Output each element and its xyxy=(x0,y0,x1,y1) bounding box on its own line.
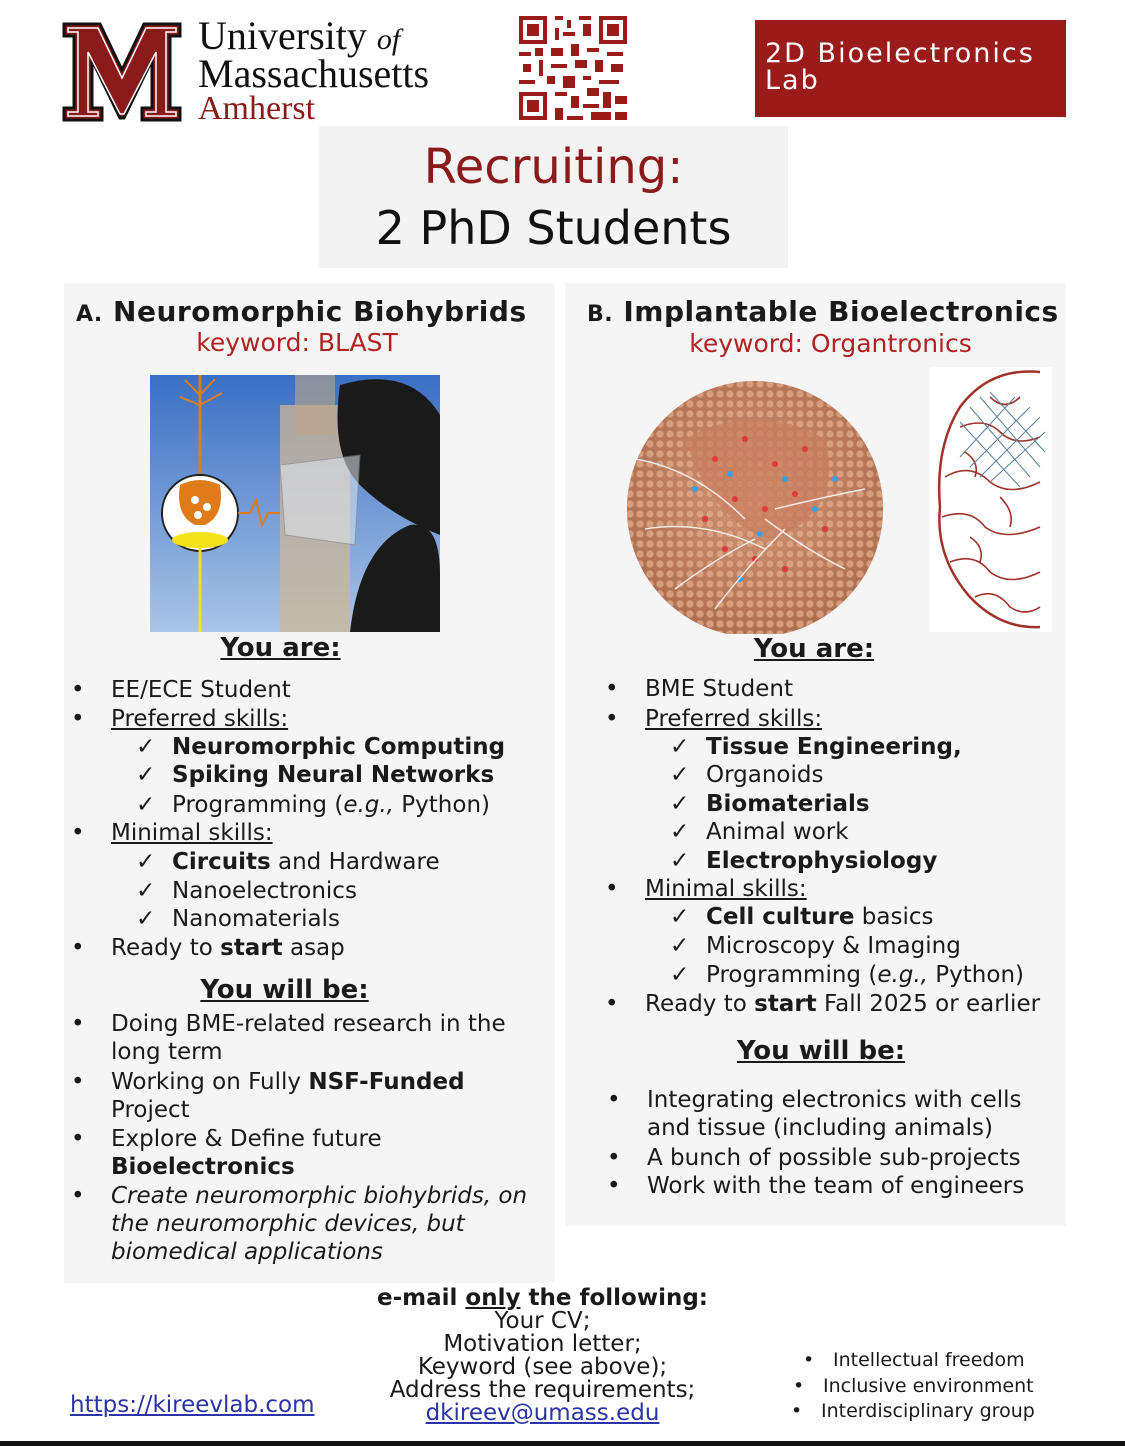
preferred-skills-label-b: • Preferred skills: xyxy=(645,705,822,733)
perk-item: • Interdisciplinary group xyxy=(821,1400,1035,1422)
neuron-device-illustration xyxy=(150,375,440,632)
application-instructions xyxy=(340,1287,745,1425)
brain-illustration xyxy=(930,367,1052,632)
skill-item: ✓ Neuromorphic Computing xyxy=(172,733,505,761)
skill-item: ✓ Biomaterials xyxy=(706,790,870,818)
skill-item: ✓ Nanomaterials xyxy=(172,905,340,933)
organoid-illustration xyxy=(615,369,890,634)
bottom-border xyxy=(0,1441,1125,1446)
skill-item: ✓ Circuits and Hardware xyxy=(172,848,440,876)
you-will-be-heading-b: You will be: xyxy=(736,1036,906,1066)
skill-item: ✓ Programming (e.g., Python) xyxy=(706,961,1024,989)
email-link[interactable]: dkireev@umass.edu xyxy=(425,1400,660,1426)
skill-item: ✓ Nanoelectronics xyxy=(172,877,357,905)
list-item: • Work with the team of engineers xyxy=(647,1172,1057,1200)
you-are-heading-a: You are: xyxy=(220,633,341,663)
recruiting-title: Recruiting: xyxy=(423,139,684,195)
keyword-organtronics: keyword: Organtronics xyxy=(689,329,972,358)
umass-m-logo xyxy=(62,22,182,122)
list-item: • BME Student xyxy=(645,675,793,703)
requirement-item: Address the requirements; xyxy=(389,1377,696,1403)
list-item: • Working on Fully NSF-Funded Project xyxy=(111,1068,511,1124)
lab-name: 2D Bioelectronics Lab xyxy=(765,38,1035,96)
minimal-skills-label-a: • Minimal skills: xyxy=(111,819,273,847)
you-are-heading-b: You are: xyxy=(753,634,875,664)
minimal-skills-label-b: • Minimal skills: xyxy=(645,875,807,903)
column-b-title: B. Implantable Bioelectronics xyxy=(587,295,1059,328)
perk-item: • Intellectual freedom xyxy=(833,1349,1025,1371)
skill-item: ✓ Organoids xyxy=(706,761,823,789)
column-implantable xyxy=(565,283,1066,1226)
website-link[interactable]: https://kireevlab.com xyxy=(70,1392,315,1418)
requirement-item: Keyword (see above); xyxy=(417,1354,668,1380)
preferred-skills-label-a: • Preferred skills: xyxy=(111,705,288,733)
skill-item: ✓ Microscopy & Imaging xyxy=(706,932,961,960)
column-a-title: A. Neuromorphic Biohybrids xyxy=(76,295,527,328)
skill-item: ✓ Animal work xyxy=(706,818,849,846)
lab-name-box xyxy=(755,20,1066,117)
keyword-blast: keyword: BLAST xyxy=(196,328,398,357)
list-item: • Ready to start asap xyxy=(111,934,345,962)
list-item: • EE/ECE Student xyxy=(111,676,291,704)
list-item: • A bunch of possible sub-projects xyxy=(647,1144,1057,1172)
recruiting-subtitle: 2 PhD Students xyxy=(375,201,732,255)
skill-item: ✓ Programming (e.g., Python) xyxy=(172,791,490,819)
perk-item: • Inclusive environment xyxy=(823,1375,1034,1397)
list-item: • Ready to start Fall 2025 or earlier xyxy=(645,990,1040,1018)
requirement-item: Your CV; xyxy=(494,1308,591,1334)
list-item: • Explore & Define future Bioelectronics xyxy=(111,1125,431,1181)
university-name: University of Massachusetts Amherst xyxy=(198,13,430,127)
you-will-be-heading-a: You will be: xyxy=(200,975,369,1005)
skill-item: ✓ Electrophysiology xyxy=(706,847,937,875)
list-item: • Integrating electronics with cells and tissue (including animals) xyxy=(647,1086,1057,1142)
skill-item: ✓ Cell culture basics xyxy=(706,903,933,931)
list-item: • Create neuromorphic biohybrids, on the neuromorphic devices, but biomedical applications xyxy=(111,1182,531,1266)
skill-item: ✓ Spiking Neural Networks xyxy=(172,761,494,789)
recruiting-banner xyxy=(319,126,788,268)
skill-item: ✓ Tissue Engineering, xyxy=(706,733,962,761)
qr-code-icon[interactable] xyxy=(519,16,627,120)
email-heading: e-mail only the following: xyxy=(377,1285,708,1311)
list-item: • Doing BME-related research in the long term xyxy=(111,1010,541,1066)
requirement-item: Motivation letter; xyxy=(443,1331,642,1357)
column-neuromorphic xyxy=(64,283,555,1283)
